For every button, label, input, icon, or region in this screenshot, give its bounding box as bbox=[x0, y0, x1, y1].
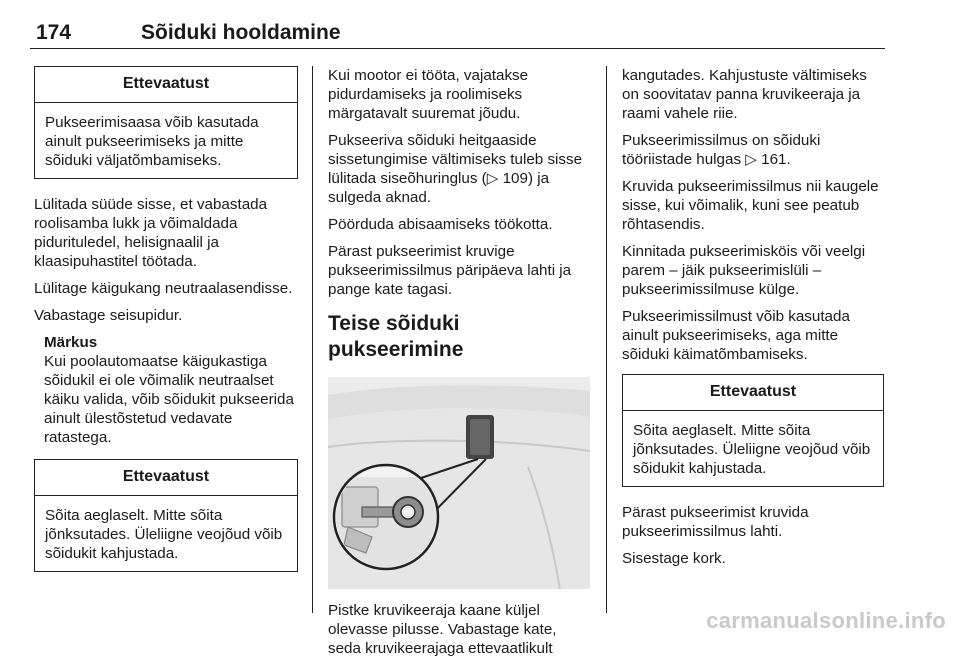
column-left bbox=[34, 66, 298, 588]
column-middle bbox=[328, 66, 590, 666]
column-divider-1 bbox=[312, 66, 313, 613]
note-title: Märkus bbox=[44, 334, 98, 351]
paragraph: Pärast pukseerimist kruvige pukseerimissilmus päripäeva lahti ja pange kate tagasi. bbox=[328, 243, 572, 298]
paragraph: Vabastage seisupidur. bbox=[34, 307, 183, 324]
paragraph: Pukseeriva sõiduki heitgaaside sissetungimise vältimiseks tuleb sisse lülitada siseõhuringlus (▷ 109) ja sulgeda aknad. bbox=[328, 132, 583, 206]
column-right bbox=[622, 66, 884, 576]
column-divider-2 bbox=[606, 66, 607, 613]
page-title: Sõiduki hooldamine bbox=[141, 21, 341, 44]
paragraph: kangutades. Kahjustuste vältimiseks on soovitatav panna kruvikeeraja ja raami vahele riie. bbox=[622, 67, 867, 122]
towing-eye-figure bbox=[328, 377, 590, 589]
warning-text: Sõita aeglaselt. Mitte sõita jõnksutades. Üleliigne veojõud võib sõidukit kahjustada. bbox=[633, 422, 871, 477]
paragraph: Sisestage kork. bbox=[622, 550, 726, 567]
paragraph: Pöörduda abisaamiseks töökotta. bbox=[328, 216, 553, 233]
section-heading: Teise sõiduki pukseerimine bbox=[328, 312, 464, 361]
warning-title: Ettevaatust bbox=[623, 375, 883, 411]
note-text: Kui poolautomaatse käigukastiga sõidukil ei ole võimalik neutraalset käiku valida, võib sõidukit pukseerida ainult ülestõstetud vedavate ratastega. bbox=[44, 353, 294, 446]
note-box bbox=[34, 333, 298, 447]
paragraph: Pistke kruvikeeraja kaane küljel olevasse pilusse. Vabastage kate, seda kruvikeerajaga ettevaatlikult bbox=[328, 602, 557, 657]
warning-title: Ettevaatust bbox=[35, 67, 297, 103]
page-header bbox=[30, 14, 885, 49]
paragraph: Kui mootor ei tööta, vajatakse pidurdamiseks ja roolimiseks märgatavalt suuremat jõudu. bbox=[328, 67, 529, 122]
paragraph: Lülitada süüde sisse, et vabastada roolisamba lukk ja võimaldada pidurituledel, helisignaalil ja klaasipuhastitel töötada. bbox=[34, 196, 268, 270]
warning-title: Ettevaatust bbox=[35, 460, 297, 496]
paragraph: Lülitage käigukang neutraalasendisse. bbox=[34, 280, 293, 297]
paragraph: Kinnitada pukseerimisköis või veelgi parem – jäik pukseerimislüli – pukseerimissilmuse külge. bbox=[622, 243, 866, 298]
warning-box bbox=[34, 66, 298, 179]
warning-box bbox=[622, 374, 884, 487]
paragraph: Kruvida pukseerimissilmus nii kaugele sisse, kui võimalik, kuni see peatub rõhtasendis. bbox=[622, 178, 879, 233]
paragraph: Pukseerimissilmus on sõiduki tööriistade hulgas ▷ 161. bbox=[622, 132, 821, 168]
warning-text: Pukseerimisaasa võib kasutada ainult pukseerimiseks ja mitte sõiduki väljatõmbamiseks. bbox=[45, 114, 259, 169]
warning-box bbox=[34, 459, 298, 572]
paragraph: Pukseerimissilmust võib kasutada ainult pukseerimiseks, aga mitte sõiduki käimatõmbamiseks. bbox=[622, 308, 850, 363]
page-number: 174 bbox=[36, 21, 72, 44]
warning-text: Sõita aeglaselt. Mitte sõita jõnksutades. Üleliigne veojõud võib sõidukit kahjustada. bbox=[45, 507, 283, 562]
watermark-logo: carmanualsonline.info bbox=[706, 608, 946, 633]
towing-eye-illustration bbox=[328, 377, 590, 589]
paragraph: Pärast pukseerimist kruvida pukseerimissilmus lahti. bbox=[622, 504, 809, 540]
